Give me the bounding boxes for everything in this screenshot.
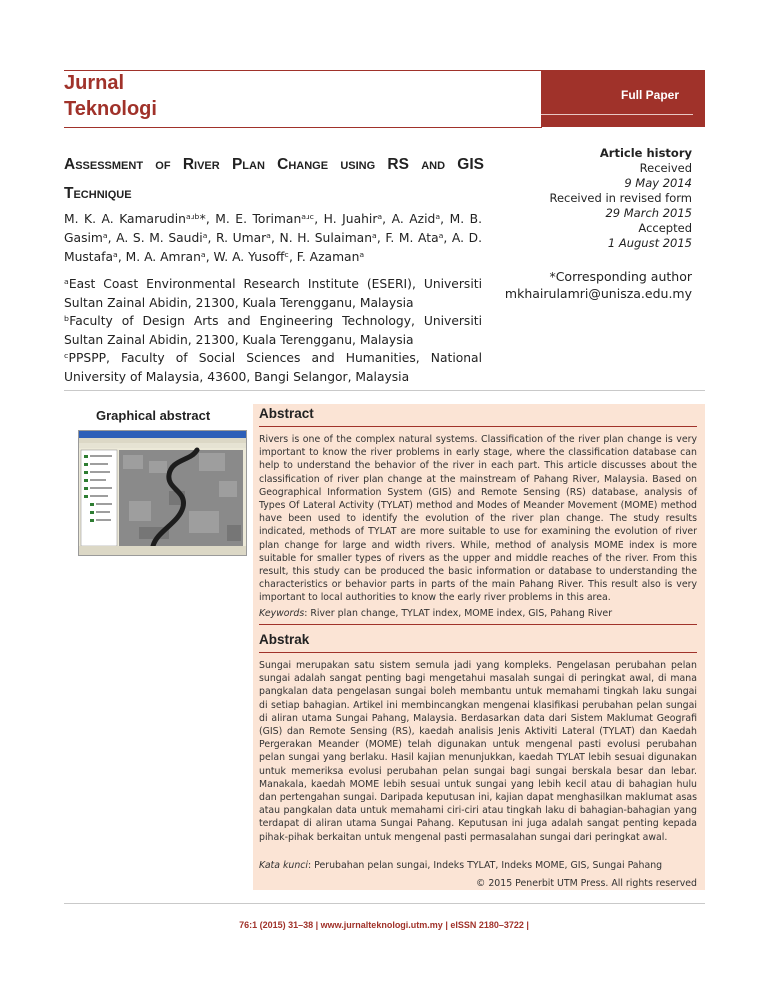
article-history — [472, 146, 692, 251]
accepted-label: Accepted — [638, 221, 692, 235]
full-paper-label: Full Paper — [620, 88, 679, 102]
accepted-date: 1 August 2015 — [607, 236, 692, 250]
abstrak-text: Sungai merupakan satu sistem semula jadi yang kompleks. Pengelasan perubahan pelan sungai adalah sangat penting bagi mengetahui masalah sungai di peringkat awal, di mana pangkalan data pengelasan sungai boleh membantu untuk memahami tingkah laku sungai di setiap bahagian. Artikel ini membincangkan mengenai klasifikasi perubahan pelan sungai di aliran utama Sungai Pahang, Malaysia. Berdasarkan data dari Sistem Maklumat Geografi (GIS) dan Remote Sensing (RS), kaedah analisis Jenis Aktiviti Lateral (TYLAT) dan Kaedah Pergerakan Meander (MOME) telah digunakan untuk mengenal pasti evolusi perubahan pelan sungai yang berlaku. Hasil kajian menunjukkan, kaedah TYLAT lebih sesuai digunakan untuk memeriksa evolusi perubahan pelan sungai bagi sungai berskala besar dan lebar. Manakala, kaedah MOME lebih sesuai untuk sungai yang lebih kecil atau di bahagian hulu dan pertengahan sungai. Daripada keputusan ini, kajian dapat menghasilkan maklumat asas atau pangkalan data untuk memahami ciri-ciri atau tingkah laku di bahagian-bahagian yang terdapat di aliran utama Sungai Pahang. Keputusan ini juga adalah sangat penting kepada pihak-pihak berkaitan untuk mengenal pasti permasalahan sungai dari peringkat awal. — [259, 660, 697, 843]
abstract-heading: Abstract — [259, 406, 314, 421]
copyright-notice: © 2015 Penerbit UTM Press. All rights reserved — [475, 878, 697, 889]
affiliation-b: ᵇFaculty of Design Arts and Engineering Technology, Universiti Sultan Zainal Abidin, 21300, Kuala Terengganu, Malaysia — [64, 314, 482, 347]
abstrak-keywords — [259, 859, 697, 872]
footer-divider — [64, 903, 705, 904]
affiliation-a: ᵃEast Coast Environmental Research Institute (ESERI), Universiti Sultan Zainal Abidin, 21300, Kuala Terengganu, Malaysia — [64, 277, 482, 310]
received-date: 9 May 2014 — [624, 176, 692, 190]
abstract-heading-rule — [259, 426, 697, 427]
corresponding-label: *Corresponding author — [549, 269, 692, 284]
header-rule-bottom — [64, 127, 542, 128]
journal-name — [64, 70, 157, 122]
revised-date: 29 March 2015 — [605, 206, 692, 220]
revised-label: Received in revised form — [549, 191, 692, 205]
graphical-abstract-image — [78, 430, 247, 556]
full-paper-banner — [541, 70, 705, 127]
journal-name-line1: Jurnal — [64, 72, 125, 94]
keywords-text: : River plan change, TYLAT index, MOME index, GIS, Pahang River — [304, 608, 613, 619]
received-label: Received — [639, 161, 692, 175]
graphical-abstract-label: Graphical abstract — [96, 408, 211, 423]
abstrak-heading-rule — [259, 652, 697, 653]
affiliation-c: ᶜPPSPP, Faculty of Social Sciences and Humanities, National University of Malaysia, 43600, Bangi Selangor, Malaysia — [64, 351, 482, 384]
paper-title: Assessment of River Plan Change using RS and GIS Technique — [64, 156, 484, 202]
affiliations — [64, 275, 482, 386]
banner-line — [541, 114, 693, 115]
kata-kunci-label: Kata kunci — [259, 860, 309, 871]
keywords-label: Keywords — [259, 608, 305, 619]
abstrak-heading: Abstrak — [259, 632, 310, 647]
header-rule-top — [64, 70, 542, 71]
corresponding-email[interactable]: mkhairulamri@unisza.edu.my — [504, 286, 692, 301]
gis-screenshot-image — [79, 431, 246, 555]
abstract-divider — [259, 624, 697, 625]
author-list: M. K. A. Kamarudinᵃʴᵇ*, M. E. Torimanᵃʴᶜ, H. Juahirᵃ, A. Azidᵃ, M. B. Gasimᵃ, A. S. M. Saudiᵃ, R. Umarᵃ, N. H. Sulaimanᵃ, F. M. Ataᵃ, A. D. Mustafaᵃ, M. A. Amranᵃ, W. A. Yusoffᶜ, F. Azamanᵃ — [64, 212, 482, 264]
page-footer: 76:1 (2015) 31–38 | www.jurnalteknologi.utm.my | eISSN 2180–3722 | — [239, 920, 529, 930]
kata-kunci-text: : Perubahan pelan sungai, Indeks TYLAT, Indeks MOME, GIS, Sungai Pahang — [308, 860, 663, 871]
corresponding-author — [432, 268, 692, 302]
history-heading: Article history — [599, 146, 692, 160]
abstract-keywords — [259, 607, 697, 620]
section-divider — [64, 390, 705, 391]
journal-name-line2: Teknologi — [64, 98, 157, 120]
abstract-text: Rivers is one of the complex natural systems. Classification of the river plan change is very important to know the river problems in early stage, where the classification database can help to understand the behavior of the river in each part. This article discusses about the classification of river plan change at the mainstream of Pahang River, Malaysia. Based on Geographical Information System (GIS) and Remote Sensing (RS) database, analysis of Types Of Lateral Activity (TYLAT) method and Modes of Meander Movement (MOME) method have been used to identify the evolution of the river plan change. The study results indicated, methods of TYLAT are more suitable to use for examining the evolution of river plan change for large and width rivers. While, method of analysis MOME index is more suitable for smaller types of rivers as the upper and middle reaches of the river. From this result, this study can be produced the basic information or database to understanding the characteristics or behavior parts in parts of the main Pahang River. This result also is very important to local authorities to know the early river problems in this area. — [259, 434, 697, 604]
